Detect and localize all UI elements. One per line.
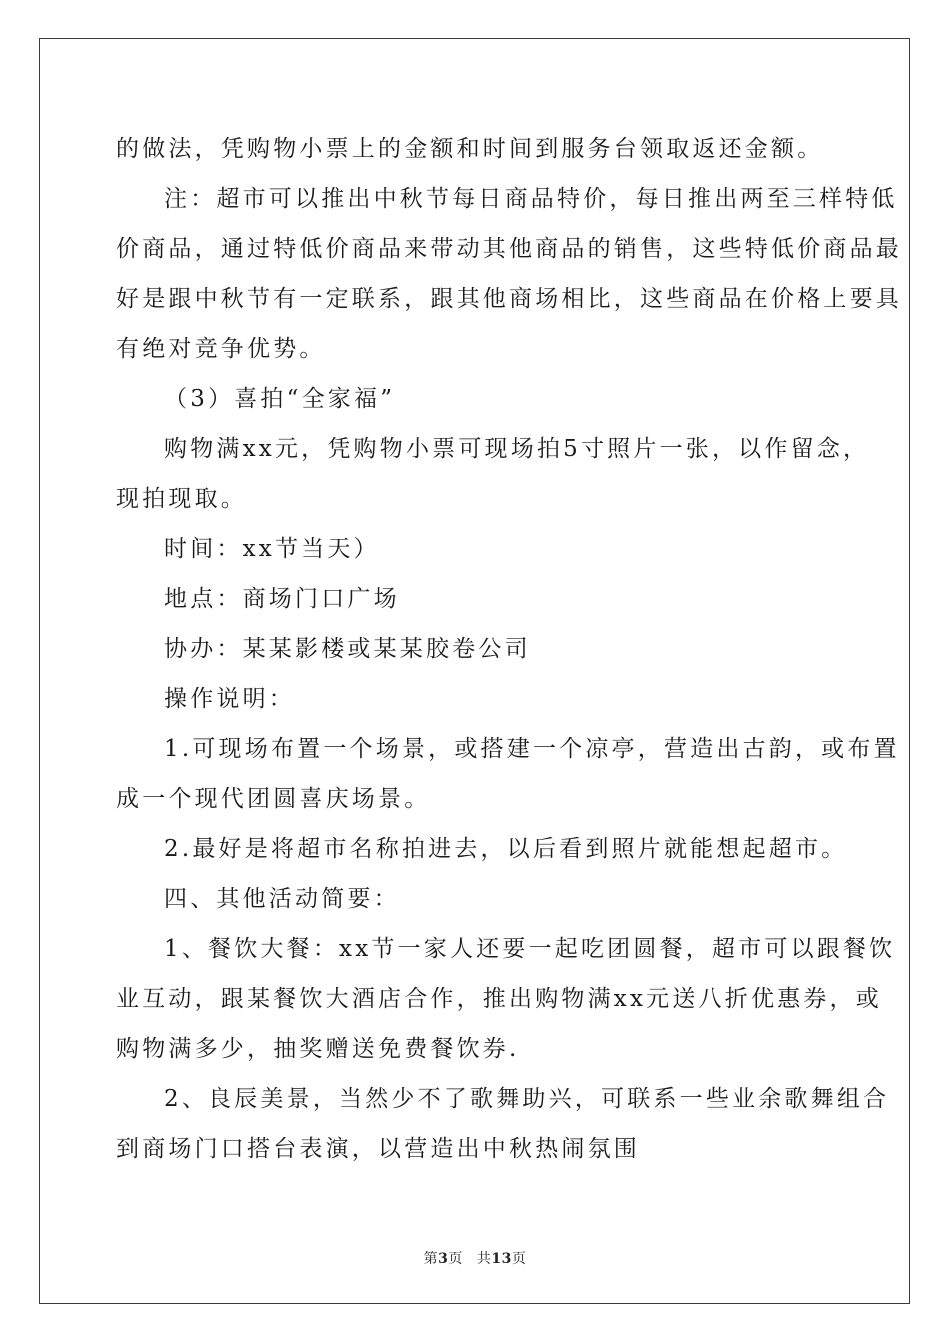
page-suffix: 页 — [448, 1251, 463, 1267]
paragraph-line: 价商品，通过特低价商品来带动其他商品的销售，这些特低价商品最 — [116, 236, 902, 262]
list-item-continuation: 业互动，跟某餐饮大酒店合作，推出购物满xx元送八折优惠券，或 — [116, 986, 882, 1012]
total-prefix: 共 — [476, 1251, 492, 1267]
page-footer — [0, 1248, 950, 1268]
section-heading: 四、其他活动简要： — [164, 886, 400, 912]
list-item-continuation: 成一个现代团圆喜庆场景。 — [116, 786, 431, 812]
list-item: 2、良辰美景，当然少不了歌舞助兴，可联系一些业余歌舞组合 — [164, 1086, 890, 1112]
page-number — [424, 1248, 463, 1268]
document-body — [116, 124, 902, 1174]
list-item-continuation: 到商场门口搭台表演，以营造出中秋热闹氛围 — [116, 1136, 640, 1162]
paragraph-line: 协办：某某影楼或某某胶卷公司 — [164, 636, 531, 662]
list-item: 1.可现场布置一个场景，或搭建一个凉亭，营造出古韵，或布置 — [164, 736, 900, 762]
paragraph-line: 时间：xx节当天） — [164, 536, 380, 562]
paragraph-line: 好是跟中秋节有一定联系，跟其他商场相比，这些商品在价格上要具 — [116, 286, 902, 312]
list-item-continuation: 购物满多少，抽奖赠送免费餐饮券. — [116, 1036, 520, 1062]
total-suffix: 页 — [511, 1251, 527, 1267]
paragraph-line: 购物满xx元，凭购物小票可现场拍5寸照片一张，以作留念， — [164, 436, 870, 462]
page-prefix: 第 — [423, 1251, 439, 1267]
list-item: 1、餐饮大餐：xx节一家人还要一起吃团圆餐，超市可以跟餐饮 — [164, 936, 896, 962]
page-total — [477, 1248, 526, 1268]
paragraph-line: 地点：商场门口广场 — [164, 586, 400, 612]
section-heading: （3）喜拍“全家福” — [164, 386, 396, 412]
list-item: 2.最好是将超市名称拍进去，以后看到照片就能想起超市。 — [164, 836, 848, 862]
paragraph-line: 有绝对竞争优势。 — [116, 336, 326, 362]
paragraph-line: 的做法，凭购物小票上的金额和时间到服务台领取返还金额。 — [116, 136, 824, 162]
paragraph-line: 注：超市可以推出中秋节每日商品特价，每日推出两至三样特低 — [164, 186, 898, 212]
paragraph-line: 操作说明： — [164, 686, 295, 712]
current-page: 3 — [438, 1251, 449, 1267]
total-pages: 13 — [491, 1251, 512, 1267]
paragraph-line: 现拍现取。 — [116, 486, 247, 512]
